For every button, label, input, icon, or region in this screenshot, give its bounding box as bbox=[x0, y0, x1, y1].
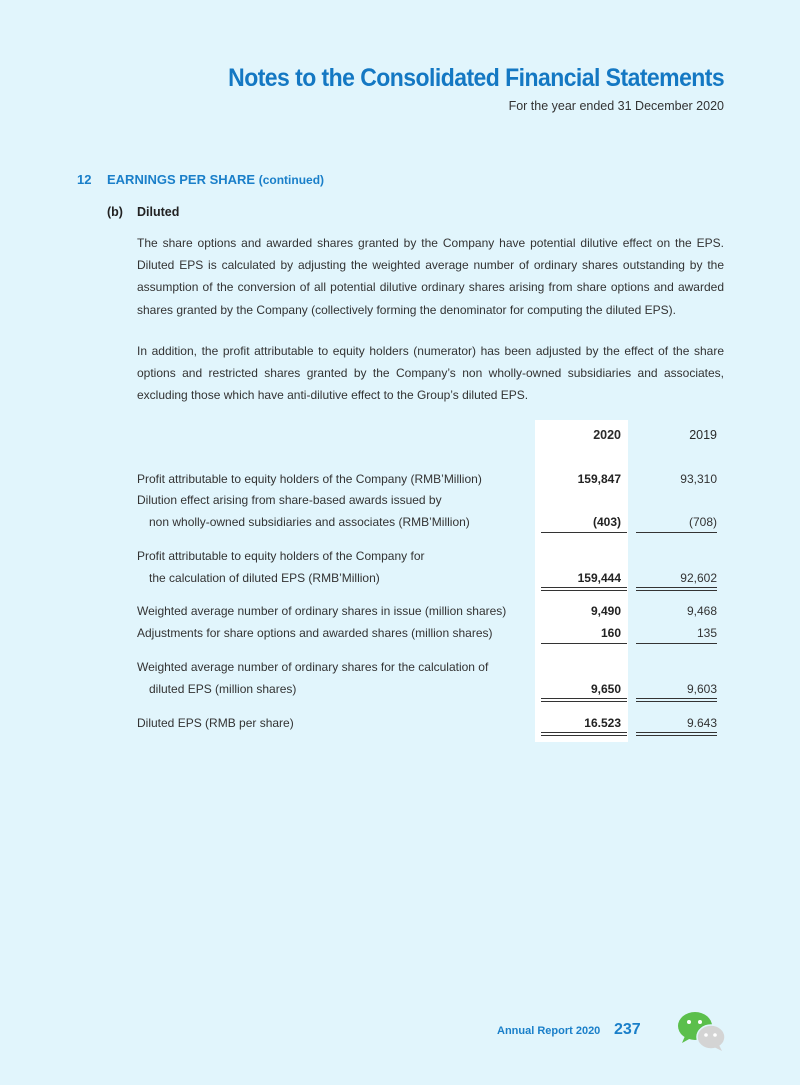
page-subtitle: For the year ended 31 December 2020 bbox=[508, 99, 724, 113]
total-rule bbox=[541, 698, 627, 699]
row-label: Diluted EPS (RMB per share) bbox=[137, 716, 294, 730]
row-value-2019: 92,602 bbox=[680, 571, 717, 585]
row-label-continued: non wholly-owned subsidiaries and associates (RMB’Million) bbox=[149, 515, 470, 529]
subtotal-rule bbox=[636, 532, 717, 533]
row-label: Weighted average number of ordinary shares for the calculation of bbox=[137, 660, 489, 674]
footer-report-title: Annual Report 2020 bbox=[497, 1025, 601, 1037]
row-label: Adjustments for share options and awarded shares (million shares) bbox=[137, 626, 493, 640]
total-rule bbox=[541, 701, 627, 702]
total-rule bbox=[636, 698, 717, 699]
subtotal-rule bbox=[636, 643, 717, 644]
row-label-continued: the calculation of diluted EPS (RMB’Million) bbox=[149, 571, 380, 585]
total-rule bbox=[636, 701, 717, 702]
paragraph-1: The share options and awarded shares granted by the Company have potential dilutive effect on the EPS. Diluted EPS is calculated by adjusting the weighted average number of ordinary shares outstanding by the assumption of the conversion of all potential dilutive ordinary shares arising from share options and awarded shares granted by the Company (collectively forming the denominator for computing the diluted EPS). bbox=[137, 236, 724, 317]
row-label: Profit attributable to equity holders of the Company for bbox=[137, 549, 425, 563]
subsection-heading bbox=[107, 205, 179, 219]
total-rule bbox=[636, 732, 717, 733]
section-heading bbox=[77, 172, 324, 187]
column-header-2019: 2019 bbox=[689, 428, 717, 442]
section-continued: (continued) bbox=[258, 173, 325, 187]
row-value-2019: 9,603 bbox=[686, 682, 717, 696]
row-value-2020: 159,444 bbox=[577, 571, 621, 585]
total-rule bbox=[541, 732, 627, 733]
row-value-2019: (708) bbox=[688, 515, 717, 529]
page-title: Notes to the Consolidated Financial Statements bbox=[227, 64, 724, 92]
total-rule bbox=[636, 735, 717, 736]
subtotal-rule bbox=[541, 532, 627, 533]
row-value-2019: 9,468 bbox=[686, 604, 717, 618]
subsection-label: (b) bbox=[107, 205, 123, 219]
section-title: EARNINGS PER SHARE bbox=[107, 172, 256, 187]
row-value-2019: 135 bbox=[696, 626, 717, 640]
row-label: Weighted average number of ordinary shares in issue (million shares) bbox=[137, 604, 507, 618]
total-rule bbox=[541, 587, 627, 588]
column-header-2020: 2020 bbox=[593, 428, 621, 442]
wechat-logo-icon bbox=[677, 1010, 727, 1052]
row-value-2020: 160 bbox=[600, 626, 621, 640]
total-rule bbox=[636, 590, 717, 591]
total-rule bbox=[636, 587, 717, 588]
section-number: 12 bbox=[77, 172, 92, 187]
row-label-continued: diluted EPS (million shares) bbox=[149, 682, 297, 696]
page-number: 237 bbox=[614, 1021, 641, 1038]
row-value-2019: 93,310 bbox=[680, 472, 717, 486]
paragraph-2: In addition, the profit attributable to equity holders (numerator) has been adjusted by the effect of the share options and restricted shares granted by the Company’s non wholly-owned subsidiaries and associates, excluding those which have anti-dilutive effect to the Group’s diluted EPS. bbox=[137, 344, 724, 403]
subsection-title: Diluted bbox=[137, 205, 180, 219]
row-value-2019: 9.643 bbox=[686, 716, 717, 730]
row-value-2020: 159,847 bbox=[577, 472, 621, 486]
row-value-2020: 9,650 bbox=[590, 682, 621, 696]
row-value-2020: 16.523 bbox=[584, 716, 621, 730]
total-rule bbox=[541, 735, 627, 736]
total-rule bbox=[541, 590, 627, 591]
row-value-2020: (403) bbox=[592, 515, 621, 529]
row-value-2020: 9,490 bbox=[590, 604, 621, 618]
row-label: Dilution effect arising from share-based awards issued by bbox=[137, 493, 442, 507]
row-label: Profit attributable to equity holders of the Company (RMB’Million) bbox=[137, 472, 482, 486]
subtotal-rule bbox=[541, 643, 627, 644]
